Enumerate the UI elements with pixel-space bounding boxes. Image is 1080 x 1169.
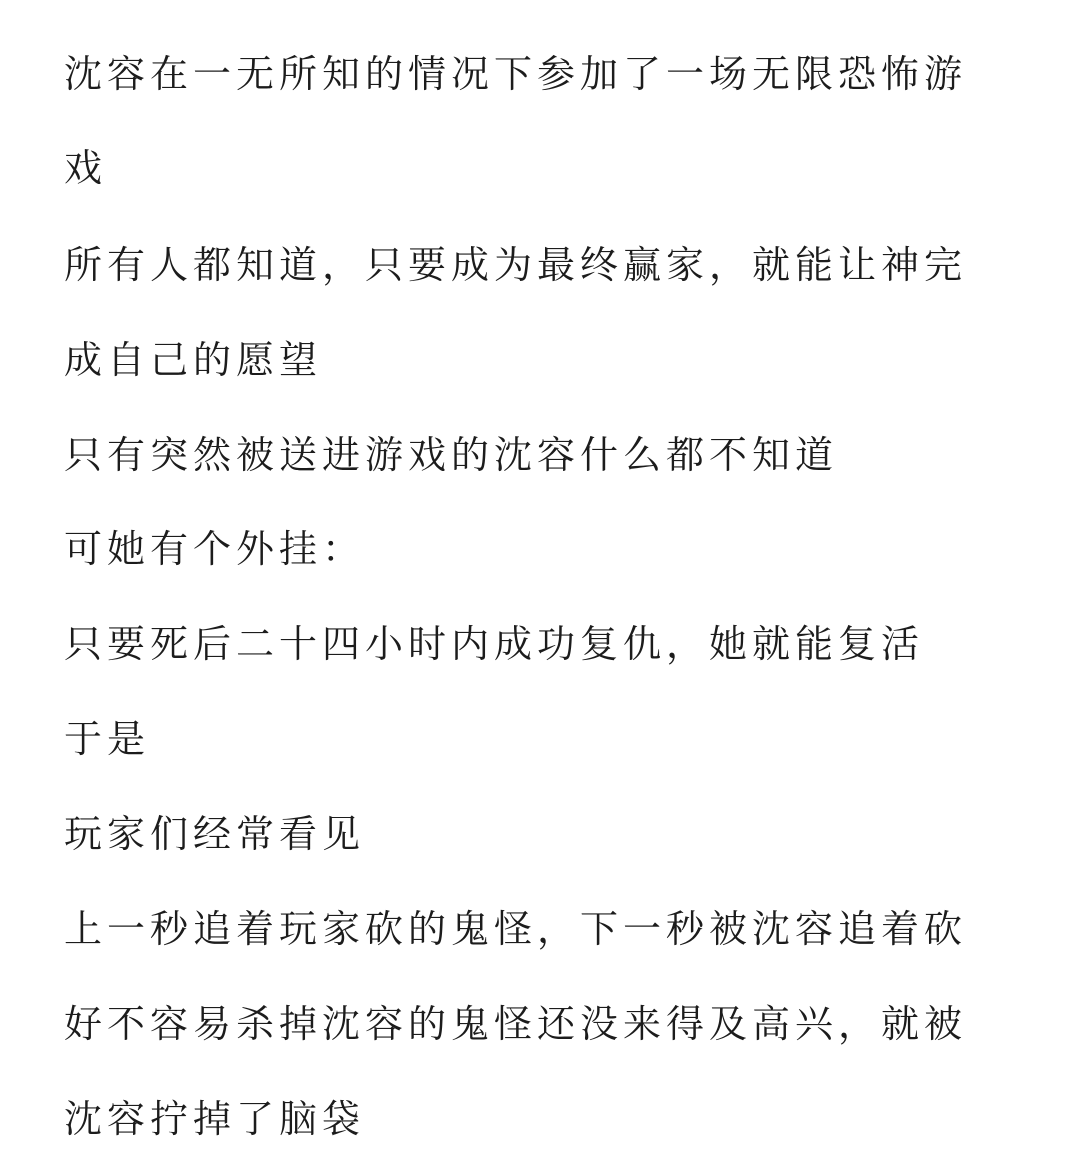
text-line: 所有人都知道，只要成为最终赢家，就能让神完 (64, 243, 968, 287)
text-line: 玩家们经常看见 (64, 812, 366, 856)
text-line: 于是 (64, 717, 151, 761)
text-line: 上一秒追着玩家砍的鬼怪，下一秒被沈容追着砍 (64, 907, 968, 951)
text-line: 只要死后二十四小时内成功复仇，她就能复活 (64, 622, 925, 666)
text-line: 可她有个外挂： (64, 527, 366, 571)
text-line: 只有突然被送进游戏的沈容什么都不知道 (64, 433, 839, 477)
text-line: 沈容拧掉了脑袋 (64, 1097, 366, 1141)
text-line: 好不容易杀掉沈容的鬼怪还没来得及高兴，就被 (64, 1002, 968, 1046)
text-line: 成自己的愿望 (64, 338, 323, 382)
text-line: 戏 (64, 146, 108, 190)
text-line: 沈容在一无所知的情况下参加了一场无限恐怖游 (64, 52, 968, 96)
